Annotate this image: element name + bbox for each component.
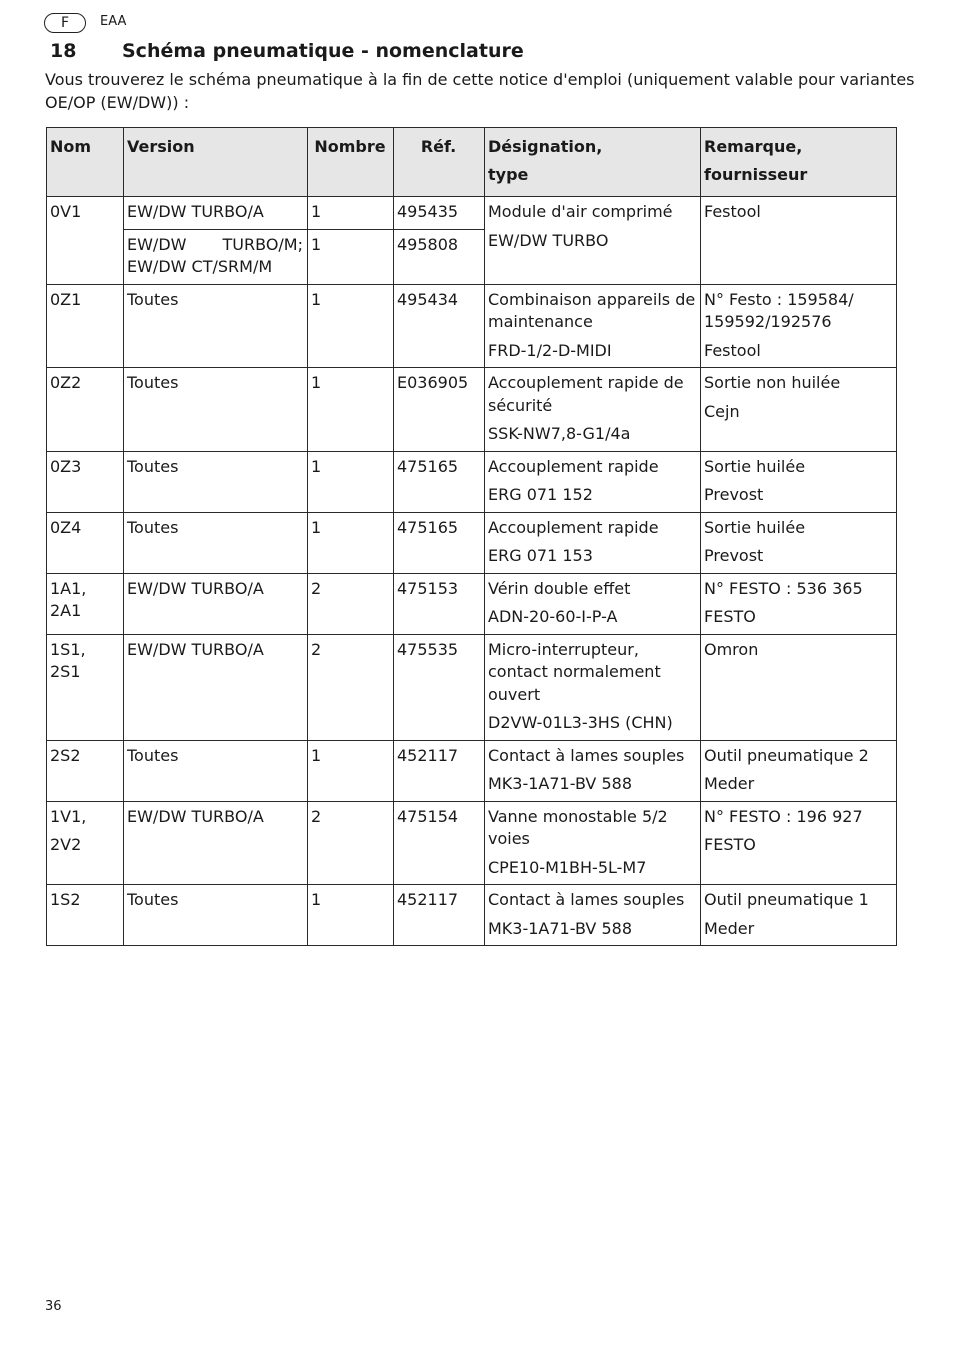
nom-line1: 1V1, (50, 806, 87, 826)
remarque-supplier: Meder (704, 774, 755, 793)
cell-nom: 2S2 (47, 740, 124, 801)
designation-type: EW/DW TURBO (488, 230, 609, 250)
table-row (47, 512, 897, 573)
cell-ref: 475153 (394, 573, 485, 634)
document-code: EAA (100, 14, 127, 29)
cell-version: EW/DW TURBO/A (124, 801, 308, 885)
cell-nom: 0Z4 (47, 512, 124, 573)
remarque-note: N° Festo : 159584/ 159592/192576 (704, 289, 854, 331)
designation-name: Micro-interrupteur, contact normalement ouvert (488, 639, 661, 704)
remarque-supplier: Festool (704, 202, 761, 221)
header-remarque-line2: fournisseur (704, 165, 808, 184)
table-row (47, 284, 897, 368)
cell-version: Toutes (124, 885, 308, 946)
cell-version: Toutes (124, 512, 308, 573)
cell-ref: 475535 (394, 634, 485, 740)
remarque-supplier: FESTO (704, 607, 756, 626)
table-row (47, 740, 897, 801)
cell-remarque (701, 573, 897, 634)
cell-version (124, 229, 308, 284)
designation-name: Contact à lames souples (488, 890, 685, 909)
cell-version: Toutes (124, 740, 308, 801)
cell-nombre: 1 (308, 885, 394, 946)
table-header-row (47, 128, 897, 197)
cell-nombre: 1 (308, 197, 394, 230)
cell-version: EW/DW TURBO/A (124, 197, 308, 230)
cell-remarque (701, 197, 897, 285)
cell-nom: 0Z1 (47, 284, 124, 368)
intro-paragraph: Vous trouverez le schéma pneumatique à la fin de cette notice d'emploi (uniquement valable pour variantes OE/OP (EW/DW)) : (45, 70, 915, 112)
table-row (47, 885, 897, 946)
remarque-note: Sortie huilée (704, 456, 806, 476)
remarque-supplier: Meder (704, 918, 755, 938)
version-line1: EW/DW TURBO/M; (127, 234, 303, 254)
cell-remarque (701, 512, 897, 573)
table-row (47, 368, 897, 452)
cell-remarque (701, 885, 897, 946)
remarque-note: Outil pneumatique 2 (704, 745, 869, 765)
designation-type: FRD-1/2-D-MIDI (488, 340, 612, 360)
cell-designation (485, 885, 701, 946)
cell-nombre: 1 (308, 451, 394, 512)
cell-nombre: 1 (308, 284, 394, 368)
designation-name: Vanne monostable 5/2 voies (488, 806, 668, 848)
header-designation (485, 128, 701, 197)
cell-remarque (701, 451, 897, 512)
cell-nombre: 1 (308, 512, 394, 573)
header-designation-line2: type (488, 165, 529, 184)
cell-designation (485, 573, 701, 634)
cell-remarque (701, 368, 897, 452)
cell-ref: 475165 (394, 512, 485, 573)
cell-version: EW/DW TURBO/A (124, 573, 308, 634)
cell-nombre: 2 (308, 634, 394, 740)
cell-nom: 0Z2 (47, 368, 124, 452)
nom-line1: 1A1, (50, 578, 87, 598)
table-row (47, 801, 897, 885)
language-badge: F (44, 13, 86, 33)
nom-line2: 2V2 (50, 835, 82, 854)
table-row (47, 197, 897, 230)
version-line2: EW/DW CT/SRM/M (127, 257, 273, 276)
cell-designation (485, 740, 701, 801)
header-version: Version (124, 128, 308, 197)
nomenclature-table (46, 127, 897, 946)
table-row (47, 634, 897, 740)
cell-designation (485, 368, 701, 452)
cell-designation (485, 512, 701, 573)
cell-nom (47, 634, 124, 740)
designation-name: Accouplement rapide (488, 517, 659, 537)
section-title: Schéma pneumatique - nomenclature (122, 40, 524, 62)
designation-name: Contact à lames souples (488, 745, 685, 765)
table-row (47, 451, 897, 512)
cell-version: Toutes (124, 284, 308, 368)
header-remarque (701, 128, 897, 197)
remarque-supplier: Cejn (704, 401, 740, 421)
cell-nom: 0Z3 (47, 451, 124, 512)
designation-type: D2VW-01L3-3HS (CHN) (488, 713, 673, 732)
cell-ref: 452117 (394, 885, 485, 946)
cell-ref: 495435 (394, 197, 485, 230)
cell-remarque (701, 801, 897, 885)
cell-designation (485, 284, 701, 368)
cell-nom: 0V1 (47, 197, 124, 285)
page-number: 36 (45, 1299, 62, 1314)
cell-nom: 1S2 (47, 885, 124, 946)
cell-nombre: 1 (308, 229, 394, 284)
header-nombre: Nombre (308, 128, 394, 197)
designation-name: Vérin double effet (488, 578, 631, 598)
cell-version: EW/DW TURBO/A (124, 634, 308, 740)
remarque-supplier: FESTO (704, 835, 756, 854)
remarque-note: Outil pneumatique 1 (704, 890, 869, 909)
header-remarque-line1: Remarque, (704, 137, 803, 156)
cell-remarque (701, 634, 897, 740)
cell-ref: 475165 (394, 451, 485, 512)
cell-remarque (701, 284, 897, 368)
designation-type: MK3-1A71-BV 588 (488, 774, 632, 793)
remarque-supplier: Prevost (704, 546, 764, 565)
cell-nombre: 1 (308, 740, 394, 801)
cell-designation (485, 197, 701, 285)
cell-nombre: 1 (308, 368, 394, 452)
cell-designation (485, 801, 701, 885)
designation-type: ERG 071 152 (488, 485, 593, 504)
cell-designation (485, 634, 701, 740)
remarque-note: Sortie non huilée (704, 373, 841, 392)
remarque-note: Sortie huilée (704, 517, 806, 537)
designation-name: Module d'air comprimé (488, 202, 673, 221)
designation-type: ADN-20-60-I-P-A (488, 607, 618, 626)
cell-ref: 452117 (394, 740, 485, 801)
remarque-supplier: Prevost (704, 485, 764, 504)
cell-ref: E036905 (394, 368, 485, 452)
cell-ref: 475154 (394, 801, 485, 885)
designation-type: CPE10-M1BH-5L-M7 (488, 857, 647, 877)
header-nom: Nom (47, 128, 124, 197)
designation-type: MK3-1A71-BV 588 (488, 918, 632, 938)
nom-line2: 2A1 (50, 601, 82, 620)
cell-nom (47, 573, 124, 634)
designation-name: Combinaison appareils de maintenance (488, 289, 696, 331)
nom-line2: 2S1 (50, 662, 81, 681)
cell-designation (485, 451, 701, 512)
cell-ref: 495434 (394, 284, 485, 368)
table-row (47, 573, 897, 634)
nom-line1: 1S1, (50, 639, 86, 659)
designation-type: ERG 071 153 (488, 546, 593, 565)
remarque-supplier: Festool (704, 340, 761, 360)
remarque-supplier: Omron (704, 639, 759, 659)
section-number: 18 (50, 40, 77, 62)
designation-name: Accouplement rapide (488, 456, 659, 476)
cell-nombre: 2 (308, 801, 394, 885)
cell-remarque (701, 740, 897, 801)
cell-ref: 495808 (394, 229, 485, 284)
designation-type: SSK-NW7,8-G1/4a (488, 424, 631, 443)
cell-nom (47, 801, 124, 885)
header-ref: Réf. (394, 128, 485, 197)
designation-name: Accouplement rapide de sécurité (488, 373, 684, 415)
remarque-note: N° FESTO : 536 365 (704, 578, 863, 598)
cell-nombre: 2 (308, 573, 394, 634)
cell-version: Toutes (124, 451, 308, 512)
cell-version: Toutes (124, 368, 308, 452)
header-designation-line1: Désignation, (488, 137, 603, 156)
remarque-note: N° FESTO : 196 927 (704, 806, 863, 826)
